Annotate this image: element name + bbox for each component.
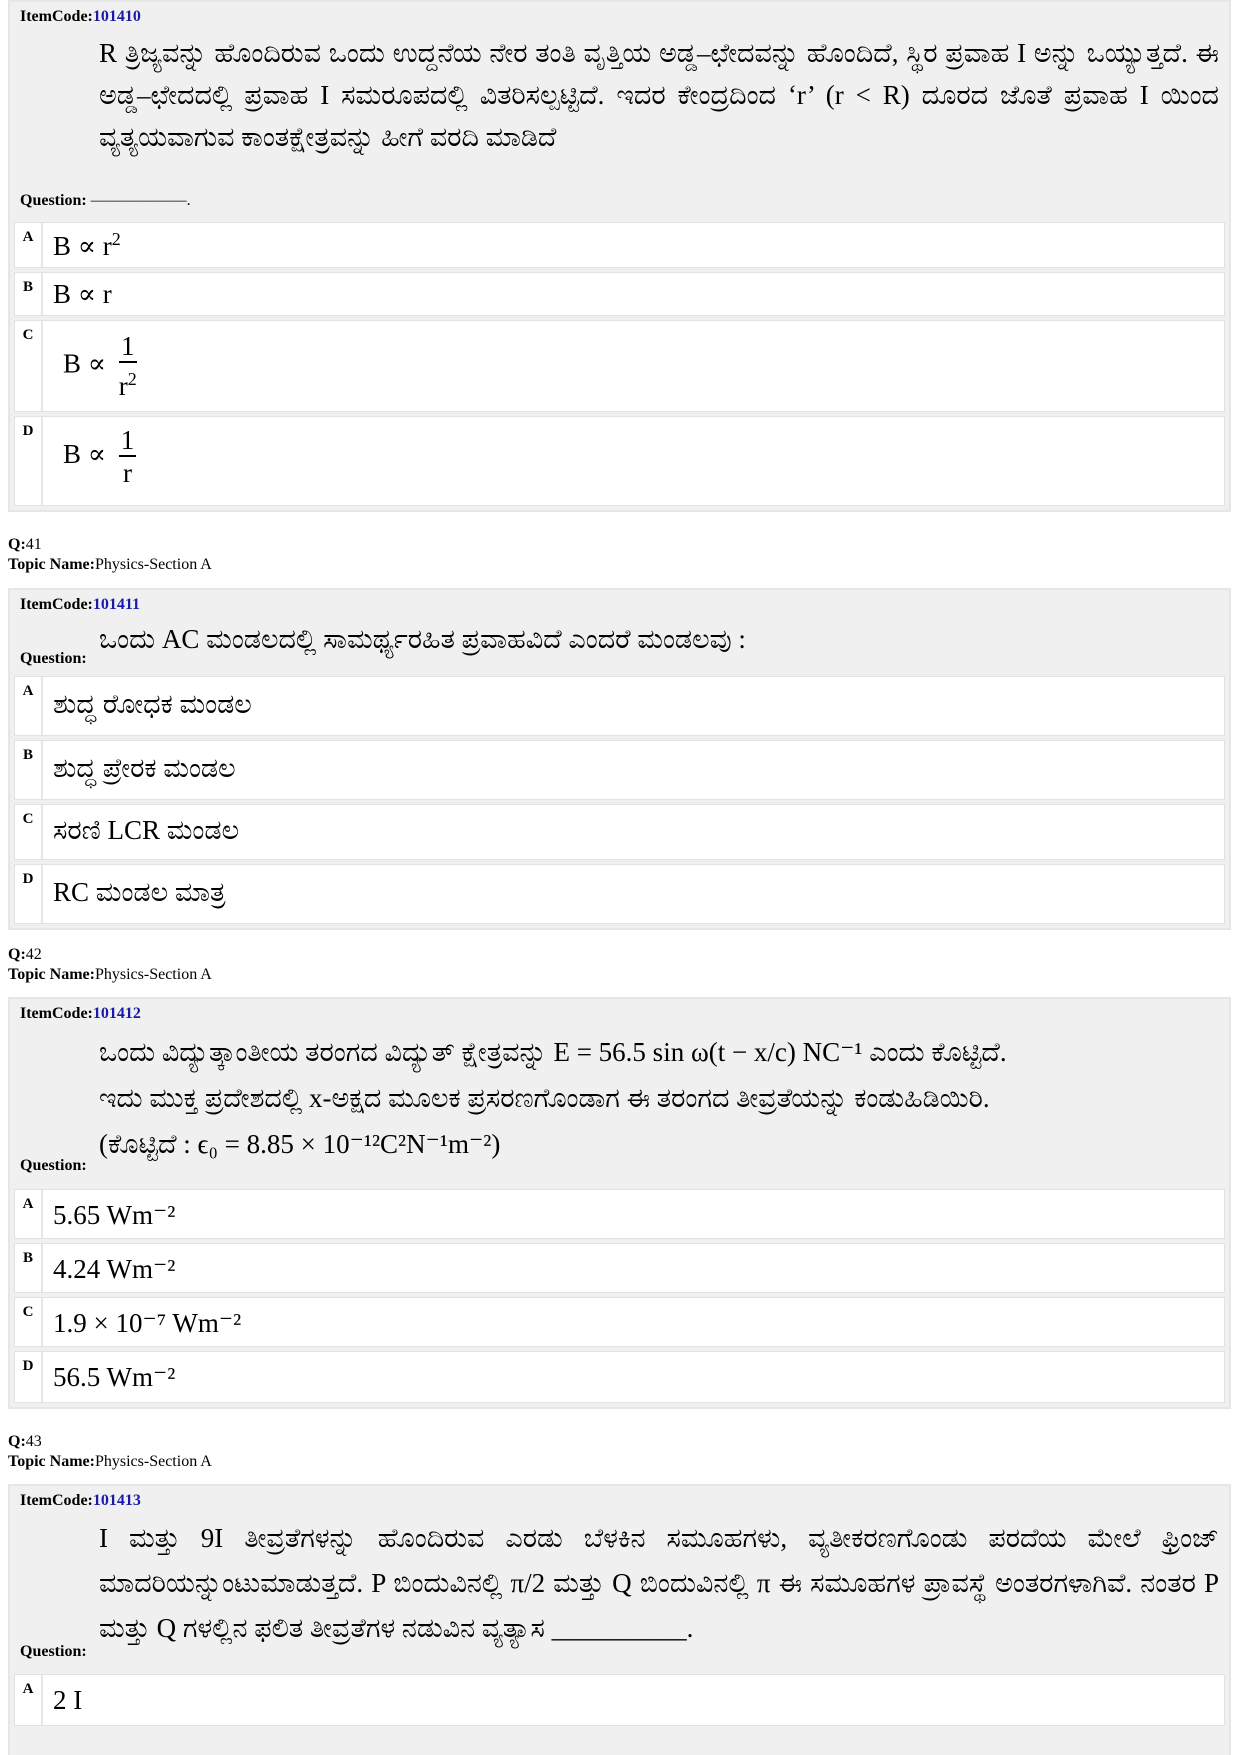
question-label: Question: [20,1643,87,1660]
option-letter: A [15,1190,43,1238]
option-a-sup: 2 [111,229,121,249]
itemcode-label: ItemCode: [20,596,93,613]
fraction [119,331,137,402]
question-label: Question: [20,1157,87,1174]
question-number: 41 [25,536,42,553]
option-letter: A [15,1675,43,1725]
question-card-101411 [8,588,1231,930]
option-c[interactable] [14,804,1225,860]
question-stem: I ಮತ್ತು 9I ತೀವ್ರತೆಗಳನ್ನು ಹೊಂದಿರುವ ಎರಡು ಬೆಳಕಿನ ಸಮೂಹಗಳು, ವ್ಯತೀಕರಣಗೊಂಡು ಪರದೆಯ ಮೇಲೆ ಫ್ರಿಂಜ್ ಮಾದರಿಯನ್ನುಂಟುಮಾಡುತ್ತದೆ. P ಬಿಂದುವಿನಲ್ಲಿ π/2 ಮತ್ತು Q ಬಿಂದುವಿನಲ್ಲಿ π ಈ ಸಮೂಹಗಳ ಪ್ರಾವಸ್ಥೆ ಅಂತರಗಳಾಗಿವೆ. ನಂತರ P ಮತ್ತು Q ಗಳಲ್ಲಿನ ಫಲಿತ ತೀವ್ರತೆಗಳ ನಡುವಿನ ವ್ಯತ್ಯಾಸ __________. [99,1523,1219,1643]
topic-name: Physics-Section A [94,966,212,983]
den-base: r [118,371,128,401]
option-letter: D [15,417,43,505]
option-a-text: B ∝ r [53,231,112,261]
question-stem: ಒಂದು AC ಮಂಡಲದಲ್ಲಿ ಸಾಮರ್ಥ್ಯರಹಿತ ಪ್ರವಾಹವಿದೆ ಎಂದರೆ ಮಂಡಲವು : [99,624,746,654]
fraction-numerator: 1 [120,425,135,455]
option-d-prefix: B ∝ [63,439,107,470]
option-a[interactable] [14,676,1225,736]
option-d[interactable] [14,1351,1225,1403]
fraction-denominator [119,363,137,402]
stem-line-1: ಒಂದು ವಿದ್ಯುತ್ಕಾಂತೀಯ ತರಂಗದ ವಿದ್ಯುತ್ ಕ್ಷೇತ್ರವನ್ನು E = 56.5 sin ω(t − x/c) NC⁻¹ ಎಂದು ಕೊಟ್ಟಿದೆ. [99,1037,1007,1067]
option-letter: B [15,273,43,315]
option-d[interactable] [14,864,1225,924]
option-d-text: 56.5 Wm⁻² [53,1362,176,1392]
question-label: Question: [20,650,87,667]
option-a[interactable] [14,1674,1225,1726]
question-label-row [20,192,191,210]
option-letter: A [15,223,43,267]
question-card-101410 [8,0,1231,512]
question-card-101413 [8,1484,1231,1755]
question-header-41 [8,535,212,575]
itemcode-row [20,1005,141,1023]
question-header-43 [8,1432,212,1472]
q-prefix: Q: [8,1433,26,1450]
stem-line-3: (ಕೊಟ್ಟಿದೆ : ϵ₀ = 8.85 × 10⁻¹²C²N⁻¹m⁻²) [99,1129,501,1159]
option-b-text: B ∝ r [53,279,112,309]
option-b[interactable] [14,740,1225,800]
option-b[interactable] [14,1243,1225,1293]
option-letter: D [15,865,43,923]
question-number: 43 [25,1433,42,1450]
fraction-numerator: 1 [119,331,137,363]
question-header-42 [8,945,212,985]
topic-prefix: Topic Name: [8,966,95,983]
option-a[interactable] [14,1189,1225,1239]
option-letter: A [15,677,43,735]
itemcode-row [20,8,141,26]
itemcode-label: ItemCode: [20,8,93,25]
option-d[interactable] [14,416,1225,506]
option-c-prefix: B ∝ [63,348,107,379]
option-letter: C [15,1298,43,1346]
fraction [119,425,137,489]
option-b[interactable] [14,272,1225,316]
question-stem [99,1029,1219,1167]
option-b-text: 4.24 Wm⁻² [53,1254,176,1284]
option-d-text: RC ಮಂಡಲ ಮಾತ್ರ [53,877,226,907]
q-prefix: Q: [8,946,26,963]
option-a-text: 2 I [53,1685,83,1715]
option-c-text: 1.9 × 10⁻⁷ Wm⁻² [53,1308,242,1338]
option-c-text: ಸರಣಿ LCR ಮಂಡಲ [53,815,240,845]
itemcode-value: 101411 [92,596,140,613]
fraction-denominator: r [123,458,133,488]
question-blank: ——————. [90,192,191,209]
itemcode-row [20,596,140,614]
option-a-text: 5.65 Wm⁻² [53,1200,176,1230]
option-a[interactable] [14,222,1225,268]
question-stem: R ತ್ರಿಜ್ಯವನ್ನು ಹೊಂದಿರುವ ಒಂದು ಉದ್ದನೆಯ ನೇರ ತಂತಿ ವೃತ್ತಿಯ ಅಡ್ಡ–ಛೇದವನ್ನು ಹೊಂದಿದೆ, ಸ್ಥಿರ ಪ್ರವಾಹ I ಅನ್ನು ಒಯ್ಯುತ್ತದೆ. ಈ ಅಡ್ಡ–ಛೇದದಲ್ಲಿ ಪ್ರವಾಹ I ಸಮರೂಪದಲ್ಲಿ ವಿತರಿಸಲ್ಪಟ್ಟಿದೆ. ಇದರ ಕೇಂದ್ರದಿಂದ ‘r’ (r < R) ದೂರದ ಜೊತೆ ಪ್ರವಾಹ I ಯಿಂದ ವ್ಯತ್ಯಯವಾಗುವ ಕಾಂತಕ್ಷೇತ್ರವನ್ನು ಹೀಗೆ ವರದಿ ಮಾಡಿದೆ [99,38,1219,152]
option-c[interactable] [14,320,1225,412]
itemcode-value: 101412 [92,1005,141,1022]
itemcode-label: ItemCode: [20,1492,93,1509]
topic-prefix: Topic Name: [8,556,95,573]
itemcode-value: 101413 [92,1492,141,1509]
itemcode-label: ItemCode: [20,1005,93,1022]
stem-line-2: ಇದು ಮುಕ್ತ ಪ್ರದೇಶದಲ್ಲಿ x-ಅಕ್ಷದ ಮೂಲಕ ಪ್ರಸರಣಗೊಂಡಾಗ ಈ ತರಂಗದ ತೀವ್ರತೆಯನ್ನು ಕಂಡುಹಿಡಿಯಿರಿ. [99,1083,990,1113]
itemcode-value: 101410 [92,8,141,25]
option-a-text: ಶುದ್ಧ ರೋಧಕ ಮಂಡಲ [53,689,252,719]
den-sup: 2 [127,369,137,389]
question-card-101412 [8,997,1231,1409]
option-letter: B [15,741,43,799]
question-number: 42 [25,946,42,963]
itemcode-row [20,1492,141,1510]
topic-name: Physics-Section A [94,1453,212,1470]
option-text [53,229,121,262]
q-prefix: Q: [8,536,26,553]
option-letter: C [15,321,43,411]
topic-prefix: Topic Name: [8,1453,95,1470]
question-label: Question: [20,192,87,209]
topic-name: Physics-Section A [94,556,212,573]
option-c-text [63,331,137,402]
option-c[interactable] [14,1297,1225,1347]
option-letter: C [15,805,43,859]
option-letter: D [15,1352,43,1402]
option-b-text: ಶುದ್ಧ ಪ್ರೇರಕ ಮಂಡಲ [53,753,236,783]
option-letter: B [15,1244,43,1292]
option-d-text [63,425,136,489]
